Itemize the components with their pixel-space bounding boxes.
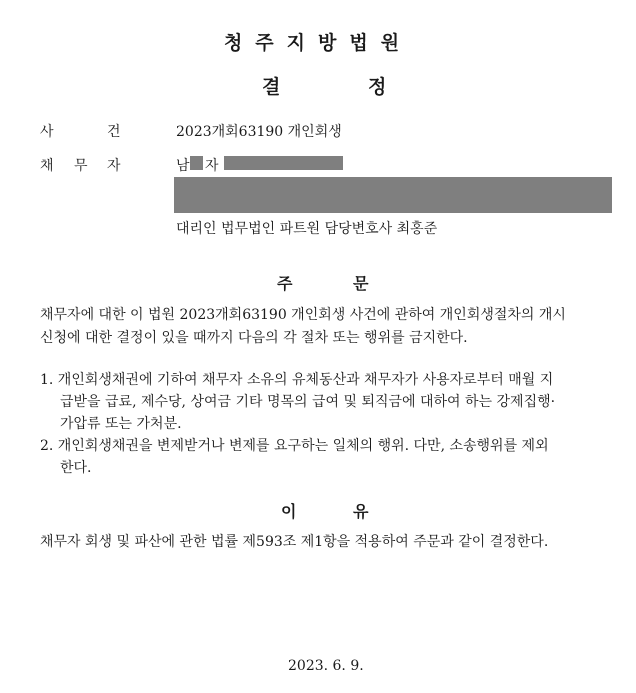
order-item-1-line-2: 급받을 급료, 제수당, 상여금 기타 명목의 급여 및 퇴직금에 대하여 하는 강제집행· — [60, 394, 556, 410]
case-number: 2023개회63190 개인회생 — [176, 124, 342, 140]
order-intro-line-2: 신청에 대한 결정이 있을 때까지 다음의 각 절차 또는 행위를 금지한다. — [40, 330, 468, 346]
doc-title-char-1: 결 — [262, 76, 281, 98]
order-intro-line-1: 채무자에 대한 이 법원 2023개회63190 개인회생 사건에 관하여 개인회생절차의 개시 — [40, 307, 566, 323]
debtor-name-suffix: 자 — [205, 158, 219, 174]
debtor-label-char-3: 자 — [107, 158, 121, 174]
redacted-address-block — [174, 177, 612, 213]
doc-title-char-2: 정 — [368, 76, 387, 98]
reason-heading-char-2: 유 — [353, 502, 369, 521]
order-heading-char-2: 문 — [353, 274, 369, 293]
redacted-id-block — [224, 156, 343, 170]
legal-agent: 대리인 법무법인 파트원 담당변호사 최홍준 — [176, 221, 438, 237]
order-item-2-line-1: 2. 개인회생채권을 변제받거나 변제를 요구하는 일체의 행위. 다만, 소송행위를 제외 — [40, 438, 549, 454]
reason-text: 채무자 회생 및 파산에 관한 법률 제593조 제1항을 적용하여 주문과 같이 결정한다. — [40, 534, 549, 550]
case-label-char-2: 건 — [107, 124, 121, 140]
redacted-name-block — [190, 156, 203, 170]
order-item-2-line-2: 한다. — [60, 460, 92, 476]
debtor-name-prefix: 남 — [176, 158, 190, 174]
order-item-1-line-1: 1. 개인회생채권에 기하여 채무자 소유의 유체동산과 채무자가 사용자로부터 매월 지 — [40, 372, 554, 388]
reason-heading-char-1: 이 — [281, 502, 297, 521]
decision-date: 2023. 6. 9. — [288, 658, 364, 674]
order-item-1-line-3: 가압류 또는 가처분. — [60, 416, 182, 432]
debtor-label-char-1: 채 — [40, 158, 54, 174]
court-name: 청주지방법원 — [223, 32, 413, 54]
order-heading-char-1: 주 — [277, 274, 293, 293]
case-label-char-1: 사 — [40, 124, 54, 140]
debtor-label-char-2: 무 — [74, 158, 88, 174]
